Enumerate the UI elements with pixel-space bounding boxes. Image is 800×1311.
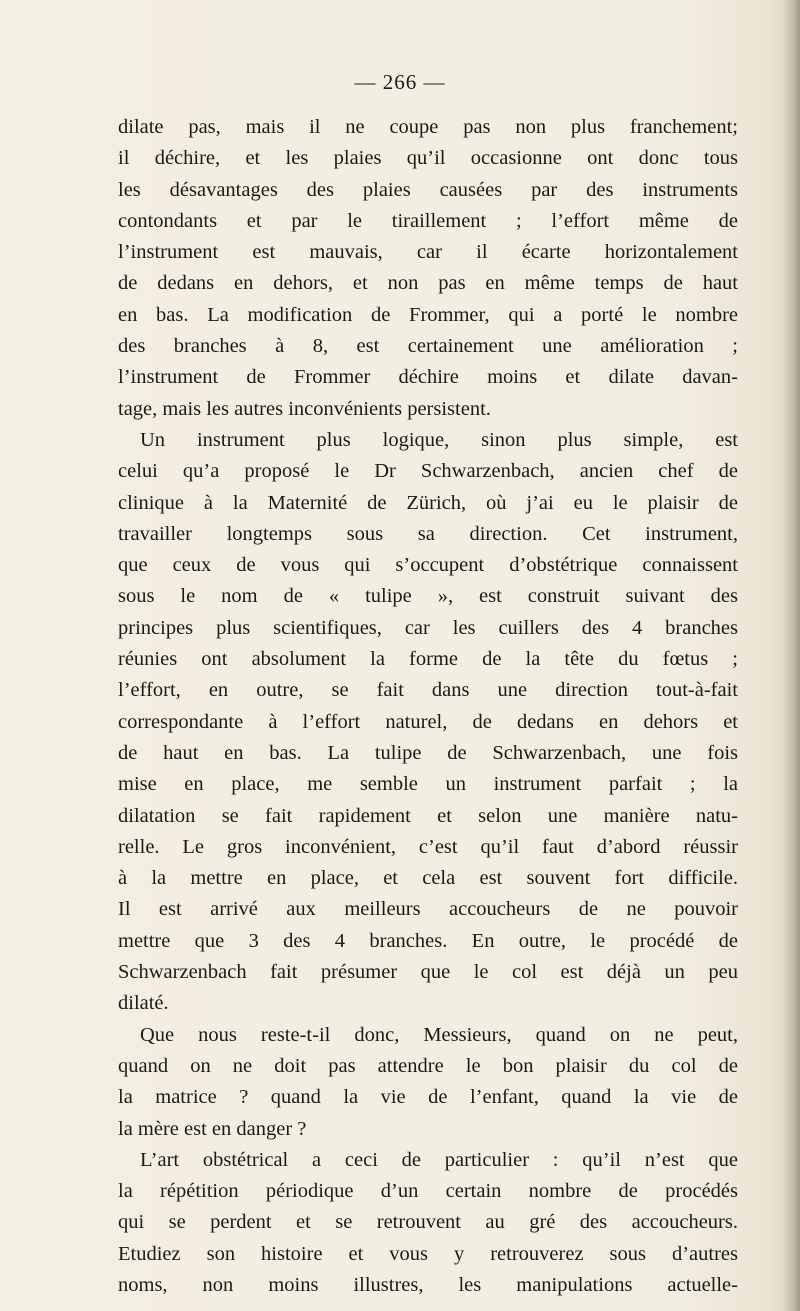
- text-line: de dedans en dehors, et non pas en même temps de haut: [118, 272, 738, 295]
- text-line: de haut en bas. La tulipe de Schwarzenbach, une fois: [118, 741, 738, 764]
- body-text: [118, 112, 738, 1301]
- text-line: sous le nom de « tulipe », est construit suivant des: [118, 585, 738, 608]
- text-line: réunies ont absolument la forme de la tête du fœtus ;: [118, 648, 738, 671]
- text-line: mise en place, me semble un instrument parfait ; la: [118, 773, 738, 796]
- text-line: clinique à la Maternité de Zürich, où j’ai eu le plaisir de: [118, 491, 738, 514]
- paragraph-end-line: la mère est en danger ?: [118, 1117, 307, 1140]
- paragraph-end-line: dilaté.: [118, 992, 169, 1015]
- paragraph-start-line: Que nous reste-t-il donc, Messieurs, quand on ne peut,: [140, 1023, 738, 1046]
- paragraph-start-line: Un instrument plus logique, sinon plus simple, est: [140, 428, 738, 451]
- text-line: relle. Le gros inconvénient, c’est qu’il faut d’abord réussir: [118, 835, 738, 858]
- text-line: qui se perdent et se retrouvent au gré des accoucheurs.: [118, 1211, 738, 1234]
- text-line: contondants et par le tiraillement ; l’effort même de: [118, 209, 738, 232]
- text-line: Il est arrivé aux meilleurs accoucheurs de ne pouvoir: [118, 898, 738, 921]
- text-line: des branches à 8, est certainement une amélioration ;: [118, 335, 738, 358]
- text-line: les désavantages des plaies causées par des instruments: [118, 178, 738, 201]
- text-line: en bas. La modification de Frommer, qui a porté le nombre: [118, 303, 738, 326]
- text-line: Schwarzenbach fait présumer que le col est déjà un peu: [118, 961, 738, 984]
- paragraph-start-line: L’art obstétrical a ceci de particulier : qu’il n’est que: [140, 1148, 738, 1171]
- text-line: il déchire, et les plaies qu’il occasionne ont donc tous: [118, 147, 738, 170]
- text-line: mettre que 3 des 4 branches. En outre, le procédé de: [118, 929, 738, 952]
- text-line: l’instrument de Frommer déchire moins et dilate davan-: [118, 366, 738, 389]
- text-line: principes plus scientifiques, car les cuillers des 4 branches: [118, 616, 738, 639]
- text-line: Etudiez son histoire et vous y retrouverez sous d’autres: [118, 1242, 738, 1265]
- text-line: à la mettre en place, et cela est souvent fort difficile.: [118, 867, 738, 890]
- text-line: noms, non moins illustres, les manipulations actuelle-: [118, 1273, 738, 1296]
- text-line: celui qu’a proposé le Dr Schwarzenbach, ancien chef de: [118, 460, 738, 483]
- page-edge-shadow: [782, 0, 800, 1311]
- text-line: l’effort, en outre, se fait dans une direction tout-à-fait: [118, 679, 738, 702]
- paragraph-end-line: tage, mais les autres inconvénients persistent.: [118, 397, 491, 420]
- text-line: travailler longtemps sous sa direction. Cet instrument,: [118, 522, 738, 545]
- text-line: dilatation se fait rapidement et selon une manière natu-: [118, 804, 738, 827]
- text-line: que ceux de vous qui s’occupent d’obstétrique connaissent: [118, 554, 738, 577]
- text-line: correspondante à l’effort naturel, de dedans en dehors et: [118, 710, 738, 733]
- text-line: dilate pas, mais il ne coupe pas non plus franchement;: [118, 116, 738, 138]
- text-line: la répétition périodique d’un certain nombre de procédés: [118, 1180, 738, 1203]
- text-line: l’instrument est mauvais, car il écarte horizontalement: [118, 241, 738, 264]
- text-line: la matrice ? quand la vie de l’enfant, quand la vie de: [118, 1086, 738, 1109]
- page-number: — 266 —: [354, 70, 446, 94]
- text-line: quand on ne doit pas attendre le bon plaisir du col de: [118, 1054, 738, 1077]
